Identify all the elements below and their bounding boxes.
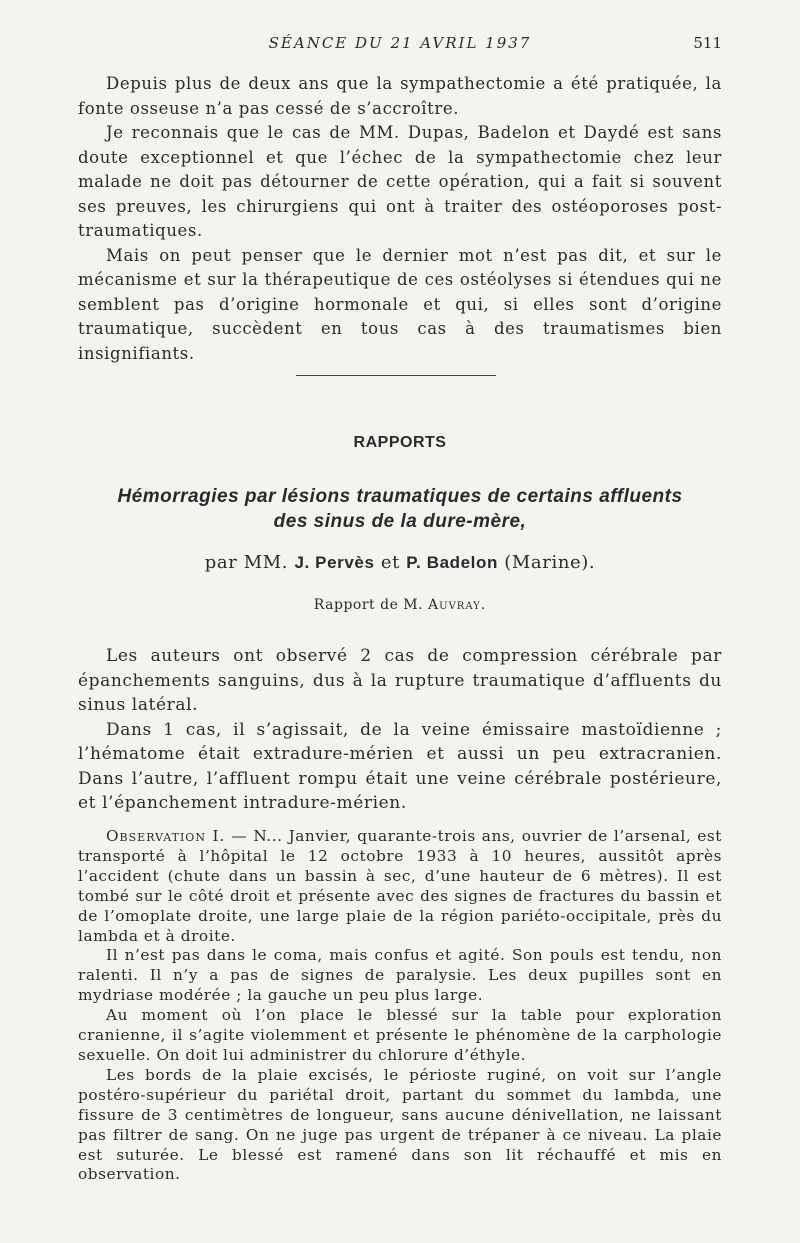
- paragraph: Je reconnais que le cas de MM. Dupas, Badelon et Daydé est sans doute exceptionnel et que l’échec de la sympathectomie chez leur malade ne doit pas détourner de cette opération, qui a fait si souvent ses preuves, les chirurgiens qui ont à traiter des ostéoporoses post-traumatiques.: [78, 123, 722, 240]
- report-body: [78, 644, 722, 816]
- author-affiliation: (Marine).: [504, 552, 596, 573]
- page-number: 511: [693, 34, 722, 52]
- byline-prefix: par MM.: [204, 552, 289, 573]
- article-title: [60, 484, 740, 534]
- report-prefix: Rapport de M.: [313, 597, 424, 613]
- paragraph: Il n’est pas dans le coma, mais confus et agité. Son pouls est tendu, non ralenti. Il n’y a pas de signes de paralysie. Les deux pupilles sont en mydriase modérée ; la gauche un peu plus large.: [78, 946, 722, 1005]
- byline: [0, 552, 800, 573]
- paragraph: Dans 1 cas, il s’agissait, de la veine émissaire mastoïdienne ; l’hématome était extradure-mérien et aussi un peu extracranien. Dans l’autre, l’affluent rompu était une veine cérébrale postérieure, et l’épanchement intradure-mérien.: [78, 719, 722, 813]
- report-attribution: [0, 597, 800, 613]
- running-header: [0, 34, 800, 58]
- observation-section: [78, 827, 722, 1185]
- running-title: SÉANCE DU 21 AVRIL 1937: [268, 34, 532, 52]
- paragraph: Mais on peut penser que le dernier mot n’est pas dit, et sur le mécanisme et sur la thérapeutique de ces ostéolyses si étendues qui ne semblent pas d’origine hormonale et qui, si elles sont d’origine traumatique, succèdent en tous cas à des traumatismes bien insignifiants.: [78, 245, 722, 363]
- author-name: P. Badelon: [406, 553, 498, 572]
- paragraph: Les auteurs ont observé 2 cas de compression cérébrale par épanchements sanguins, dus à la rupture traumatique d’affluents du sinus latéral.: [78, 646, 722, 715]
- observation-label: Observation I.: [106, 827, 226, 845]
- article-title-line: des sinus de la dure-mère,: [273, 511, 527, 532]
- rapporteur-name: Auvray.: [428, 597, 487, 613]
- section-divider: [296, 375, 496, 376]
- section-heading: RAPPORTS: [353, 434, 447, 451]
- intro-text: [78, 72, 722, 366]
- paragraph: Les bords de la plaie excisés, le périoste ruginé, on voit sur l’angle postéro-supérieur du pariétal droit, partant du sommet du lambda, une fissure de 3 centimètres de longueur, sans aucune dénivellation, ne laissant pas filtrer de sang. On ne juge pas urgent de trépaner à ce niveau. La plaie est suturée. Le blessé est ramené dans son lit réchauffé et mis en observation.: [78, 1065, 722, 1184]
- byline-conjunction: et: [380, 552, 400, 573]
- observation-paragraph: [78, 827, 722, 946]
- observation-text: — N... Janvier, quarante-trois ans, ouvrier de l’arsenal, est transporté à l’hôpital le 12 octobre 1933 à 10 heures, aussitôt après l’accident (chute dans un bassin à sec, d’une hauteur de 6 mètres). Il est tombé sur le côté droit et présente avec des signes de fractures du bassin et de l’omoplate droite, une large plaie de la région pariéto-occipitale, près du lambda et à droite.: [78, 827, 722, 945]
- author-name: J. Pervès: [294, 553, 375, 572]
- article-title-line: Hémorragies par lésions traumatiques de certains affluents: [117, 486, 683, 507]
- paragraph: Depuis plus de deux ans que la sympathectomie a été pratiquée, la fonte osseuse n’a pas cessé de s’accroître.: [78, 74, 722, 118]
- paragraph: Au moment où l’on place le blessé sur la table pour exploration cranienne, il s’agite violemment et présente le phénomène de la carphologie sexuelle. On doit lui administrer du chlorure d’éthyle.: [78, 1006, 722, 1064]
